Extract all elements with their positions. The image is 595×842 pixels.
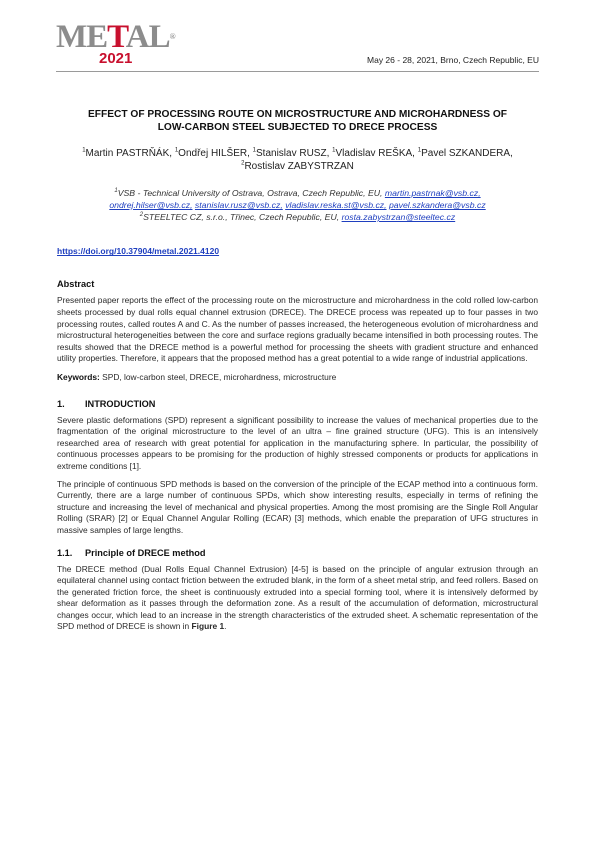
logo-part-t: T: [107, 19, 126, 55]
paper-title: [57, 108, 538, 135]
paper-content: [57, 108, 538, 633]
email-link[interactable]: vladislav.reska.st@vsb.cz,: [285, 200, 387, 211]
logo-registered-mark: ®: [169, 32, 176, 41]
email-link[interactable]: stanislav.rusz@vsb.cz,: [194, 200, 283, 211]
author: $^1$Ondřej HILŠER,: [174, 147, 250, 159]
author: $^1$Martin PASTRŇÁK,: [82, 147, 173, 159]
paragraph: The DRECE method (Dual Rolls Equal Channel Extrusion) [4-5] is based on the principle of angular extrusion through an equilateral channel using contact friction between the extruded blank, in the form of a sheet metal strip, and feed rollers. Based on the generated friction force, the sheet is continuously extruded into a special forming tool, where it is intensively deformed by shear deformation as it passes through the deformation zone. As a result of the accumulation of deformation, microstructural changes occur, which lead to an increase in the strength characteristics of the extruded sheet. A schematic representation of the SPD method of DRECE is shown in Figure 1.: [57, 563, 538, 632]
metal-2021-logo: [56, 20, 174, 70]
keywords-label: Keywords:: [57, 371, 100, 382]
author: $^1$Vladislav REŠKA,: [332, 147, 415, 159]
title-line-2: LOW-CARBON STEEL SUBJECTED TO DRECE PROCESS: [157, 122, 438, 134]
affiliation-2: STEELTEC CZ, s.r.o., Třinec, Czech Republic, EU,: [143, 212, 340, 223]
title-line-1: EFFECT OF PROCESSING ROUTE ON MICROSTRUCTURE AND MICROHARDNESS OF: [87, 109, 507, 120]
affiliations: $^1$VSB - Technical University of Ostrava, Ostrava, Czech Republic, EU, martin.pastrnak@vsb.cz, ondrej.hilser@vsb.cz, stanislav.rusz@vsb.cz, vladislav.reska.st@vsb.cz, pavel.szkandera@vsb.cz $^2$STEELTEC CZ, s.r.o., Třinec, Czech Republic, EU, rosta.zabystrzan@steeltec.cz: [109, 187, 486, 223]
email-link[interactable]: rosta.zabystrzan@steeltec.cz: [341, 212, 456, 223]
author: $^1$Pavel SZKANDERA,: [417, 147, 513, 159]
logo-part-me: ME: [56, 19, 108, 55]
email-link[interactable]: pavel.szkandera@vsb.cz: [388, 200, 486, 211]
doi: [57, 246, 538, 256]
keywords-list: SPD, low-carbon steel, DRECE, microhardness, microstructure: [102, 371, 337, 382]
logo-wordmark: [56, 20, 176, 54]
affiliation-1: VSB - Technical University of Ostrava, Ostrava, Czech Republic, EU,: [117, 187, 383, 198]
email-link[interactable]: martin.pastrnak@vsb.cz,: [384, 187, 481, 198]
keywords: [57, 372, 538, 384]
doi-link[interactable]: https://doi.org/10.37904/metal.2021.4120: [57, 246, 220, 257]
header-divider: [56, 71, 539, 72]
logo-year: 2021: [99, 50, 133, 67]
subsection-heading-drece: 1.1. Principle of DRECE method: [57, 547, 206, 558]
section-heading-introduction: 1. INTRODUCTION: [57, 398, 156, 409]
logo-part-al: AL: [125, 19, 170, 55]
paragraph: Severe plastic deformations (SPD) represent a significant possibility to increase the values of mechanical properties due to the fragmentation of the original microstructure to the level of an ultra – fine grained structure (UFG). This is an intensively researched area of research with great potential for application in the manufacturing sphere. In particular, the possibility of continuous processes appears to be promising for the production of highly stressed components or products for applications in extreme conditions [1].: [57, 414, 538, 471]
author-list: [65, 147, 530, 174]
author: $^2$Rostislav ZABYSTRZAN: [241, 160, 354, 173]
email-link[interactable]: ondrej.hilser@vsb.cz,: [109, 200, 193, 211]
abstract-text: Presented paper reports the effect of the processing route on the microstructure and microhardness in the cold rolled low-carbon sheets processed by dual rolls equal channel extrusion (DRECE). The DRECE process was repeated up to four passes in two processing routes, called routes A and C. As the number of passes increased, the heterogeneous evolution of microhardness and microstructural heterogeneities between the core and surface regions gradually became intensified in both processing routes. The results showed that the DRECE method is a powerful method for processing the sheets with gradient structure and enhanced utility properties. Therefore, it appears that the proposed method has a great potential to a wide range of industrial applications.: [57, 295, 538, 364]
conference-info: May 26 - 28, 2021, Brno, Czech Republic, EU: [367, 55, 539, 65]
abstract-heading: Abstract: [57, 279, 95, 290]
author: $^1$Stanislav RUSZ,: [252, 147, 330, 159]
figure-reference: Figure 1: [191, 621, 225, 632]
paragraph: The principle of continuous SPD methods is based on the conversion of the principle of the ECAP method into a continuous form. Currently, there are a large number of continuous SPDs, which show interesting results, especially in terms of refining the structure and increasing the level of mechanical and physical properties. Among the most promising are the Single Roll Angular Rolling (SRAR) [2] or Equal Channel Angular Rolling (ECAR) [3] methods, which enable the preparation of UFG structures in massive samples of large lengths.: [57, 478, 538, 535]
